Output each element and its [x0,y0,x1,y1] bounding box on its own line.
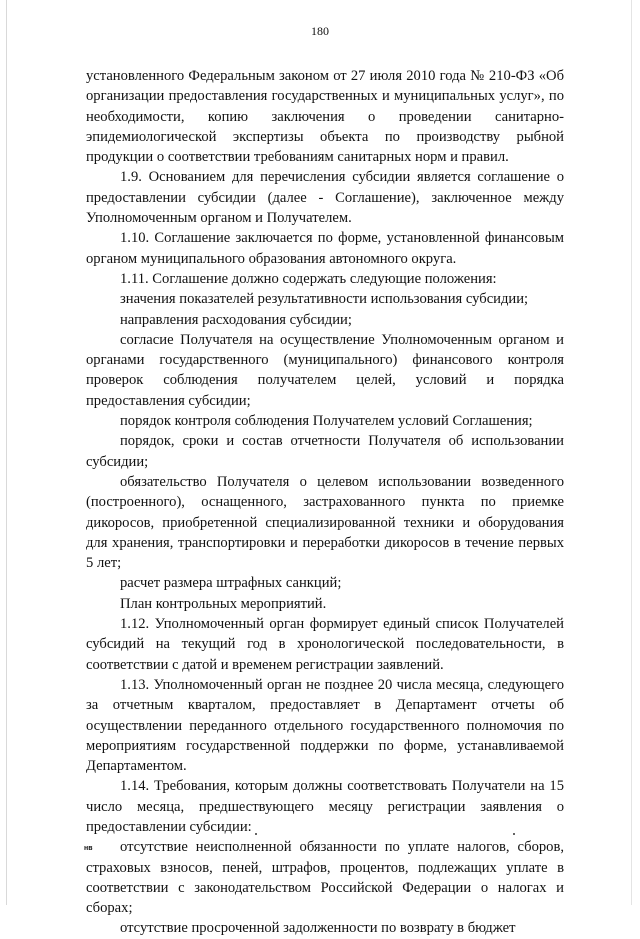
paragraph-1-14: 1.14. Требования, которым должны соответствовать Получатели на 15 число месяца, предшествующего месяцу регистрации заявления о предоставлении субсидии: [86,778,564,835]
paragraph-req-2: отсутствие просроченной задолженности по возврату в бюджет [120,920,516,937]
paragraph-item-2: направления расходования субсидии; [120,311,352,328]
scan-speck [255,833,257,835]
paragraph-item-7: расчет размера штрафных санкций; [120,575,342,592]
paragraph-1-13: 1.13. Уполномоченный орган не позднее 20 числа месяца, следующего за отчетным кварталом, предоставляет в Департамент отчеты об осуществлении переданного отдельного государственного полномочия по мероприятиям государственной поддержки по форме, устанавливаемой Департаментом. [86,676,564,775]
paragraph-cont: установленного Федеральным законом от 27 июля 2010 года № 210-ФЗ «Об организации предоставления государственных и муниципальных услуг», по необходимости, копию заключения о проведении санитарно-эпидемиологической экспертизы объекта по производству рыбной продукции о соответствии требованиям санитарных норм и правил. [86,68,564,166]
paragraph-1-11: 1.11. Соглашение должно содержать следующие положения: [120,270,497,287]
paragraph-item-8: План контрольных мероприятий. [120,595,327,612]
document-body [86,66,564,939]
footer-initials: нв [84,845,93,852]
page-number: 180 [311,24,329,38]
scan-speck [513,833,515,835]
paragraph-req-1: отсутствие неисполненной обязанности по уплате налогов, сборов, страховых взносов, пеней, штрафов, процентов, подлежащих уплате в соответствии с законодательством Российской Федерации о налогах и сборах; [86,839,564,917]
scan-edge-left [6,0,7,905]
paragraph-item-5: порядок, сроки и состав отчетности Получателя об использовании субсидии; [86,433,564,470]
scan-edge-right [631,0,632,905]
paragraph-item-6: обязательство Получателя о целевом использовании возведенного (построенного), оснащенного, застрахованного пункта по приемке дикоросов, приобретенной специализированной техники и оборудования для хранения, транспортировки и переработки дикоросов в течение первых 5 лет; [86,473,564,572]
paragraph-1-10: 1.10. Соглашение заключается по форме, установленной финансовым органом муниципального образования автономного округа. [86,230,564,267]
paragraph-1-9: 1.9. Основанием для перечисления субсидии является соглашение о предоставлении субсидии (далее - Соглашение), заключенное между Уполномоченным органом и Получателем. [86,169,564,227]
paragraph-item-1: значения показателей результативности использования субсидии; [120,291,529,308]
paragraph-item-3: согласие Получателя на осуществление Уполномоченным органом и органами государственного (муниципального) финансового контроля проверок соблюдения получателем целей, условий и порядка предоставления субсидии; [86,331,564,409]
paragraph-item-4: порядок контроля соблюдения Получателем условий Соглашения; [120,413,533,430]
paragraph-1-12: 1.12. Уполномоченный орган формирует единый список Получателей субсидий на текущий год в хронологической последовательности, в соответствии с датой и временем регистрации заявлений. [86,616,564,673]
